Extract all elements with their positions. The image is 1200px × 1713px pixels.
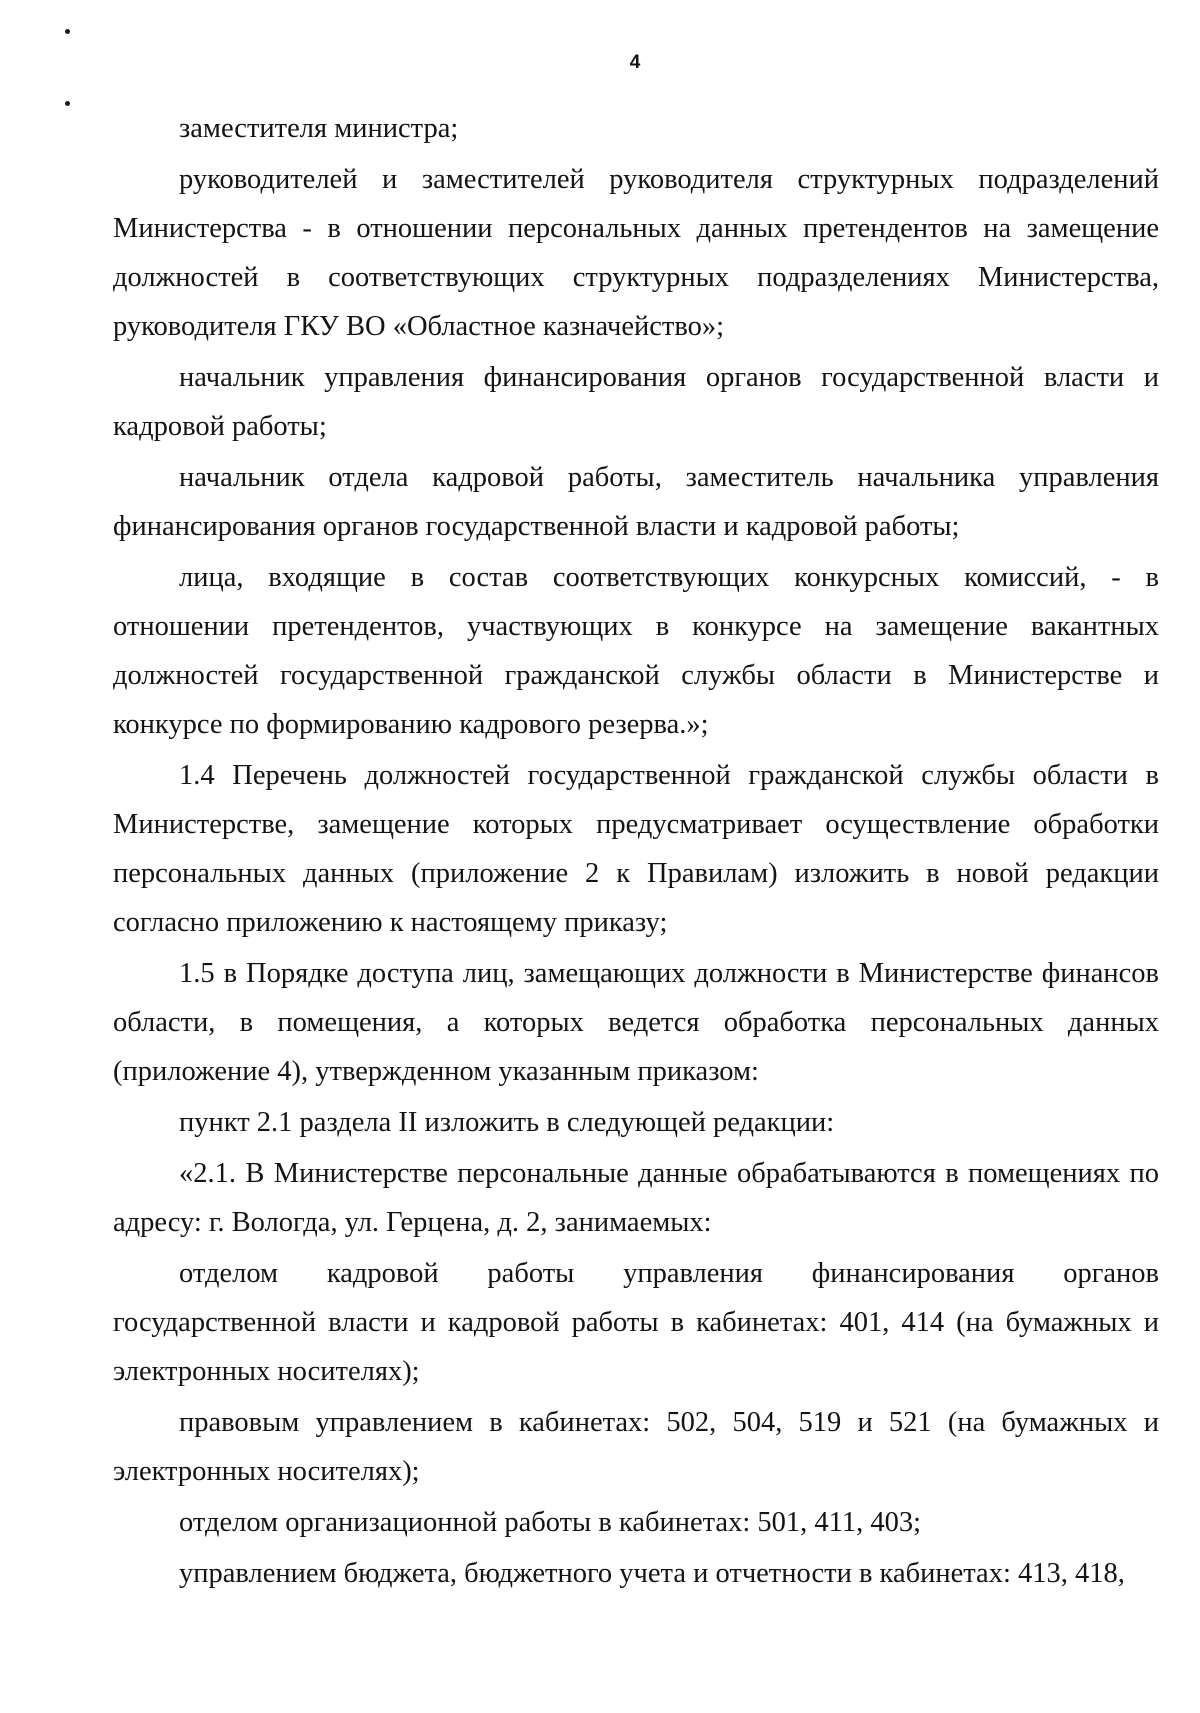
document-body xyxy=(113,104,1159,1598)
page-number: 4 xyxy=(629,52,641,73)
scan-artifact-dot xyxy=(65,101,70,106)
paragraph-item-1-5: 1.5 в Порядке доступа лиц, замещающих должности в Министерстве финансов области, в помещения, а которых ведется обработка персональных данных (приложение 4), утвержденном указанным приказом: xyxy=(113,958,1159,1087)
paragraph-competition-commissions: лица, входящие в состав соответствующих конкурсных комиссий, - в отношении претендентов, участвующих в конкурсе на замещение вакантных должностей государственной гражданской службы области в Министерстве и конкурсе по формированию кадрового резерва.»; xyxy=(113,562,1159,740)
paragraph-division-heads: руководителей и заместителей руководителя структурных подразделений Министерства - в отношении персональных данных претендентов на замещение должностей в соответствующих структурных подразделениях Министерства, руководителя ГКУ ВО «Областное казначейство»; xyxy=(113,164,1159,342)
paragraph-head-of-financing-department: начальник управления финансирования органов государственной власти и кадровой работы; xyxy=(113,362,1159,442)
paragraph-budget-department-rooms: управлением бюджета, бюджетного учета и отчетности в кабинетах: 413, 418, xyxy=(179,1558,1125,1589)
scan-artifact-dot xyxy=(65,29,70,34)
paragraph-head-of-hr-section: начальник отдела кадровой работы, заместитель начальника управления финансирования органов государственной власти и кадровой работы; xyxy=(113,462,1159,542)
paragraph-hr-section-rooms: отделом кадровой работы управления финансирования органов государственной власти и кадровой работы в кабинетах: 401, 414 (на бумажных и электронных носителях); xyxy=(113,1258,1159,1387)
paragraph-section-2-1-intro: пункт 2.1 раздела II изложить в следующей редакции: xyxy=(179,1107,835,1138)
paragraph-legal-department-rooms: правовым управлением в кабинетах: 502, 504, 519 и 521 (на бумажных и электронных носителях); xyxy=(113,1407,1159,1487)
paragraph-deputy-minister: заместителя министра; xyxy=(179,113,459,144)
paragraph-section-2-1-text: «2.1. В Министерстве персональные данные обрабатываются в помещениях по адресу: г. Вологда, ул. Герцена, д. 2, занимаемых: xyxy=(113,1158,1159,1238)
paragraph-item-1-4: 1.4 Перечень должностей государственной гражданской службы области в Министерстве, замещение которых предусматривает осуществление обработки персональных данных (приложение 2 к Правилам) изложить в новой редакции согласно приложению к настоящему приказу; xyxy=(113,760,1159,938)
paragraph-organizational-section-rooms: отделом организационной работы в кабинетах: 501, 411, 403; xyxy=(179,1507,921,1538)
